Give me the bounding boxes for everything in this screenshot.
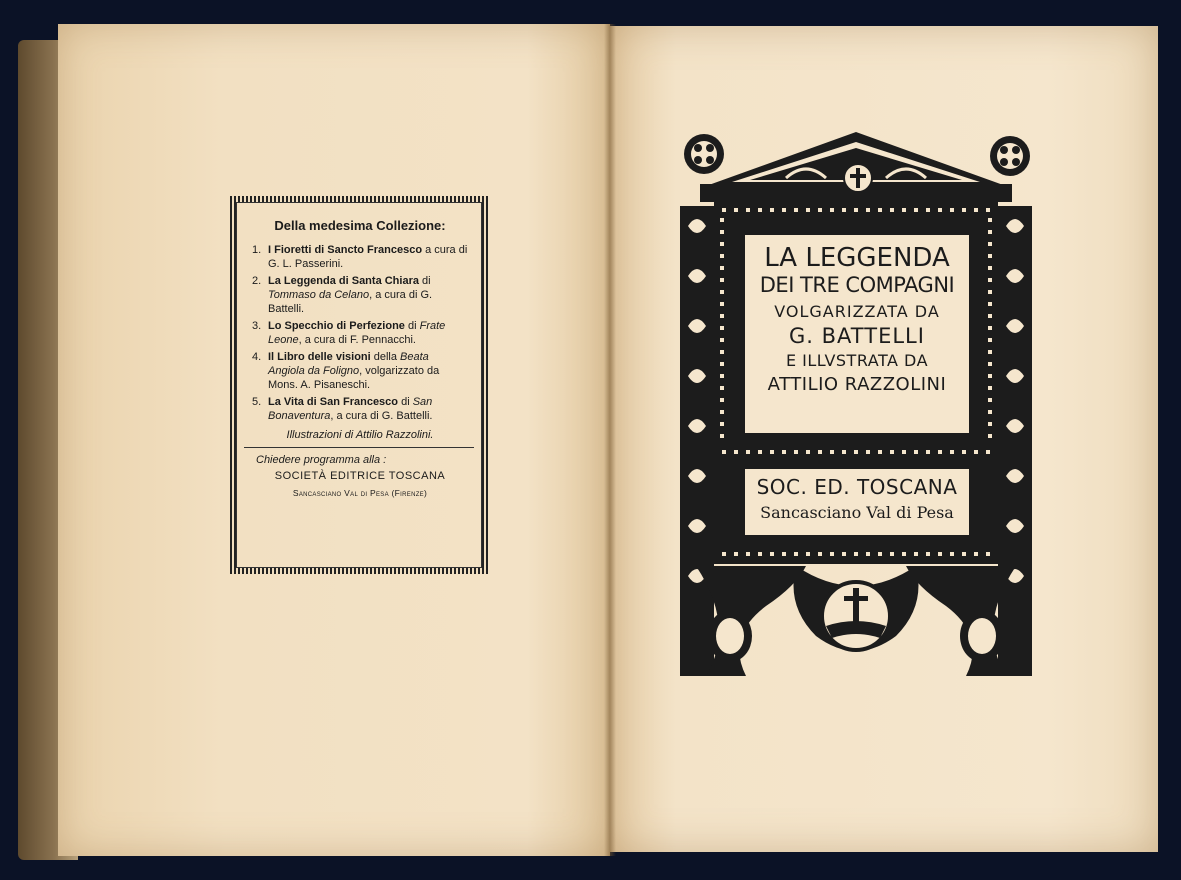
publisher-name: SOCIETÀ EDITRICE TOSCANA: [274, 470, 446, 482]
list-item-text: Il Libro delle visioni della Beata Angiola da Foligno, volgarizzato da Mons. A. Pisaneschi.: [268, 351, 440, 391]
request-program-text: Chiedere programma alla :: [256, 454, 387, 466]
publisher-panel: [742, 466, 972, 538]
list-item-number: 4.: [252, 351, 262, 363]
collection-title: Della medesima Collezione:: [274, 218, 446, 233]
rosette-icon: [990, 136, 1030, 176]
illustrations-credit: Illustrazioni di Attilio Razzolini.: [286, 429, 434, 441]
title-line-2: DEI TRE COMPAGNI: [759, 273, 955, 298]
title-line-4: G. BATTELLI: [789, 324, 925, 349]
list-item-text: Lo Specchio di Perfezione di Frate Leone, a cura di F. Pennacchi.: [268, 320, 446, 346]
collection-list-box: [230, 196, 488, 574]
hands-cross-emblem-icon: [822, 582, 890, 650]
list-item-number: 1.: [252, 244, 262, 256]
list-item-text: La Vita di San Francesco di San Bonaventura, a cura di G. Battelli.: [268, 396, 433, 422]
title-line-3: VOLGARIZZATA DA: [774, 302, 940, 322]
list-item: [252, 274, 468, 316]
list-item-text: La Leggenda di Santa Chiara di Tommaso da Celano, a cura di G. Battelli.: [268, 275, 433, 315]
publisher-line-1: SOC. ED. TOSCANA: [756, 475, 958, 499]
title-line-1: LA LEGGENDA: [764, 243, 950, 273]
list-item-text: I Fioretti di Sancto Francesco a cura di G. L. Passerini.: [268, 244, 468, 270]
book-gutter: [604, 24, 616, 856]
list-item-number: 5.: [252, 396, 262, 408]
list-item: [252, 350, 468, 392]
title-line-6: ATTILIO RAZZOLINI: [767, 373, 947, 395]
publisher-line-2: Sancasciano Val di Pesa: [760, 503, 954, 522]
list-item: [252, 319, 468, 347]
title-line-5: E ILLVSTRATA DA: [785, 351, 929, 371]
list-item-number: 2.: [252, 275, 262, 287]
publisher-city: Sancasciano Val di Pesa (Firenze): [292, 488, 428, 498]
divider: [244, 447, 474, 448]
rosette-icon: [684, 134, 724, 174]
list-item-number: 3.: [252, 320, 262, 332]
collection-list: [252, 243, 468, 423]
list-item: [252, 395, 468, 423]
list-item: [252, 243, 468, 271]
cross-icon: [844, 164, 872, 192]
title-panel: [742, 232, 972, 436]
